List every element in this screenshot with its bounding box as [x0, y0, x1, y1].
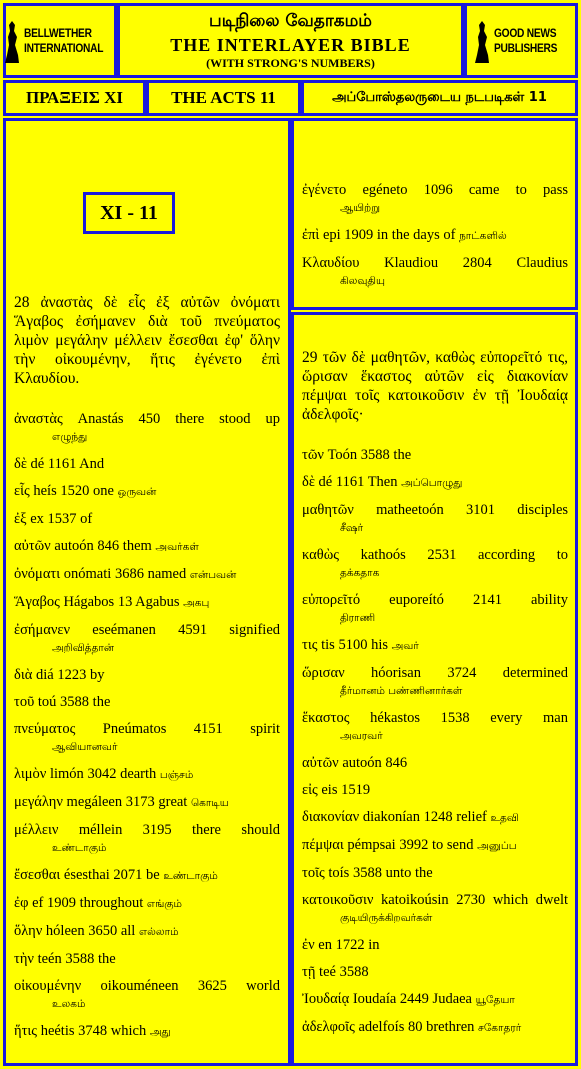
word-entry	[302, 637, 568, 655]
word-translit: teé	[319, 964, 336, 980]
word-strongs: 2141	[472, 592, 502, 608]
word-translit: adelfoís	[358, 1019, 405, 1035]
word-tamil: உண்டாகும்	[52, 842, 107, 854]
word-english: named	[147, 566, 187, 582]
word-tamil: அவர்	[391, 640, 419, 652]
word-entry	[14, 895, 280, 913]
verse-29-greek: 29 τῶν δὲ μαθητῶν, καθὼς εὐπορεῖτό τις, ὥρισαν ἕκαστος αὐτῶν εἰς διακονίαν πέμψαι τοῖς κατοικοῦσιν ἐν τῇ Ἰουδαίᾳ ἀδελφοῖς·	[302, 349, 568, 423]
word-greek: μαθητῶν	[302, 502, 354, 518]
word-english: unto the	[385, 865, 433, 881]
word-greek: δὲ	[14, 456, 27, 472]
word-tamil: உலகம்	[52, 998, 86, 1010]
word-english: to send	[431, 837, 474, 853]
tab-greek-book	[3, 80, 146, 116]
word-entry	[14, 411, 280, 446]
word-greek: δὲ	[302, 474, 315, 490]
word-english: the	[98, 951, 116, 967]
word-strongs: 3686	[114, 566, 144, 582]
word-entry	[302, 592, 568, 627]
word-english: which	[110, 1023, 147, 1039]
word-greek: ἐγένετο	[302, 182, 347, 198]
word-strongs: 4151	[193, 721, 223, 737]
word-greek: ἐφ	[14, 895, 29, 911]
word-translit: diá	[35, 667, 54, 683]
bellwether-logo-box	[3, 3, 117, 78]
word-greek: Ἅγαβος	[14, 594, 60, 610]
word-strongs: 846	[97, 538, 120, 554]
word-tamil: தக்கதாக	[340, 567, 380, 579]
word-strongs: 2730	[456, 892, 486, 908]
word-translit: ef	[32, 895, 44, 911]
word-entry	[302, 964, 568, 981]
word-strongs: 2531	[427, 547, 457, 563]
word-strongs: 3195	[142, 822, 172, 838]
word-english: brethren	[426, 1019, 475, 1035]
word-strongs: 80	[407, 1019, 423, 1035]
word-translit: autoón	[342, 755, 382, 771]
word-translit: egéneto	[362, 182, 408, 198]
word-strongs: 2071	[113, 867, 143, 883]
word-entry	[14, 721, 280, 756]
word-translit: Toón	[327, 447, 358, 463]
word-english: Claudius	[516, 255, 568, 271]
word-strongs: 3588	[60, 694, 90, 710]
word-tamil: கிலவுதியு	[340, 275, 385, 287]
word-entry	[14, 594, 280, 612]
word-english: great	[158, 794, 188, 810]
word-entry	[302, 782, 568, 799]
word-greek: τῇ	[302, 964, 316, 980]
word-greek: πνεύματος	[14, 721, 76, 737]
word-translit: pémpsai	[347, 837, 396, 853]
word-tamil: தீர்மானம் பண்ணினார்கள்	[340, 685, 463, 697]
word-english: be	[146, 867, 160, 883]
word-strongs: 3173	[125, 794, 155, 810]
word-tamil: அப்பொழுது	[401, 477, 463, 489]
bellwether-logo-icon	[3, 19, 21, 63]
word-tamil: ஒருவன்	[117, 486, 157, 498]
tab-greek-label: ΠΡΑΞΕΙΣ XI	[25, 88, 124, 107]
word-english: which dwelt	[492, 892, 569, 908]
word-tamil: சீஷர்	[340, 522, 364, 534]
word-entry	[14, 766, 280, 784]
word-entry	[302, 547, 568, 582]
word-english: world	[246, 978, 280, 994]
word-greek: ἀδελφοῖς	[302, 1019, 355, 1035]
word-strongs: 3588	[360, 447, 390, 463]
logo-line: INTERNATIONAL	[23, 40, 104, 55]
word-translit: diakonían	[362, 809, 420, 825]
word-tamil: அறிவித்தான்	[52, 642, 114, 654]
word-english: by	[89, 667, 105, 683]
word-tamil: அவர்கள்	[155, 541, 199, 553]
word-greek: αὐτῶν	[302, 755, 339, 771]
word-entry	[14, 794, 280, 812]
word-english: Judaea	[432, 991, 472, 1007]
word-translit: megáleen	[66, 794, 123, 810]
word-english: the	[92, 694, 111, 710]
word-translit: Ioudaía	[352, 991, 397, 1007]
word-strongs: 5100	[338, 637, 368, 653]
word-strongs: 3724	[447, 665, 477, 681]
word-english: determined	[502, 665, 568, 681]
word-english: disciples	[517, 502, 569, 518]
word-translit: eseémanen	[92, 622, 156, 638]
word-tamil: எங்கும்	[146, 898, 182, 910]
word-strongs: 3042	[87, 766, 117, 782]
word-tamil: எழுந்து	[52, 431, 88, 443]
word-greek: ἥτις	[14, 1023, 38, 1039]
word-translit: limón	[49, 766, 84, 782]
word-translit: oikouméneen	[100, 978, 179, 994]
word-translit: toís	[328, 865, 350, 881]
goodnews-logo-icon	[473, 19, 491, 63]
word-entry	[302, 892, 568, 927]
word-entry	[302, 755, 568, 772]
word-greek: τις	[302, 637, 318, 653]
word-english: Agabus	[135, 594, 180, 610]
word-english: signified	[229, 622, 281, 638]
title-tamil: படிநிலை வேதாகமம்	[209, 11, 372, 31]
word-translit: teén	[37, 951, 62, 967]
word-translit: Hágabos	[63, 594, 115, 610]
word-english: there stood up	[175, 411, 280, 427]
word-translit: dé	[30, 456, 45, 472]
word-greek: τῶν	[302, 447, 324, 463]
word-tamil: என்பவன்	[189, 569, 237, 581]
word-translit: autoón	[54, 538, 94, 554]
word-strongs: 1096	[423, 182, 453, 198]
word-english: one	[92, 483, 114, 499]
word-translit: ésesthai	[63, 867, 110, 883]
word-greek: ὥρισαν	[302, 665, 345, 681]
word-entry	[14, 622, 280, 657]
word-translit: Klaudiou	[384, 255, 439, 271]
word-strongs: 2804	[462, 255, 492, 271]
word-entry	[14, 951, 280, 968]
word-strongs: 1909	[344, 227, 374, 243]
word-english: all	[120, 923, 136, 939]
word-greek: ἐξ	[14, 511, 27, 527]
bellwether-logo-text	[24, 26, 103, 56]
word-strongs: 3748	[78, 1023, 108, 1039]
word-strongs: 3625	[197, 978, 227, 994]
word-entry	[302, 182, 568, 217]
word-english: And	[79, 456, 105, 472]
word-translit: hékastos	[370, 710, 421, 726]
word-strongs: 1248	[423, 809, 453, 825]
word-greek: ἐπὶ	[302, 227, 320, 243]
word-translit: hóorisan	[371, 665, 421, 681]
title-box	[117, 3, 464, 78]
word-translit: euporeító	[389, 592, 444, 608]
word-tamil: பஞ்சம்	[159, 769, 194, 781]
word-entry	[302, 227, 568, 245]
word-greek: κατοικοῦσιν	[302, 892, 374, 908]
word-translit: ex	[30, 511, 44, 527]
subtitle: (WITH STRONG'S NUMBERS)	[206, 56, 375, 70]
word-strongs: 1161	[335, 474, 365, 490]
word-greek: λιμὸν	[14, 766, 47, 782]
word-english: throughout	[79, 895, 144, 911]
word-translit: matheetoón	[376, 502, 444, 518]
word-tamil: சகோதரர்	[478, 1022, 522, 1034]
word-translit: epi	[322, 227, 341, 243]
word-english: dearth	[120, 766, 157, 782]
word-strongs: 4591	[178, 622, 208, 638]
word-translit: Pneúmatos	[102, 721, 167, 737]
word-greek: μεγάλην	[14, 794, 63, 810]
word-entry	[14, 566, 280, 584]
word-translit: kathoós	[360, 547, 406, 563]
word-english: there should	[192, 822, 281, 838]
word-english: came to pass	[468, 182, 569, 198]
word-english: of	[80, 511, 93, 527]
word-greek: μέλλειν	[14, 822, 59, 838]
word-greek: αὐτῶν	[14, 538, 51, 554]
word-entry	[302, 710, 568, 745]
goodnews-logo-text	[494, 26, 557, 56]
word-translit: heétis	[40, 1023, 75, 1039]
word-tamil: குடியிருக்கிறவர்கள்	[340, 912, 433, 924]
word-strongs: 1519	[341, 782, 371, 798]
verse-28-greek: 28 ἀναστὰς δὲ εἷς ἐξ αὐτῶν ὀνόματι Ἅγαβος ἐσήμανεν διὰ τοῦ πνεύματος λιμὸν μεγάλην μέλλειν ἔσεσθαι ἐφ' ὅλην τὴν οἰκουμένην, ἥτις ἐγένετο ἐπὶ Κλαυδίου.	[14, 294, 280, 387]
word-strongs: 1520	[60, 483, 90, 499]
right-top-word-list	[302, 182, 568, 300]
word-greek: εἰς	[302, 782, 318, 798]
word-strongs: 3588	[339, 964, 369, 980]
word-english: ability	[530, 592, 569, 608]
logo-line: BELLWETHER	[23, 25, 92, 40]
word-entry	[302, 502, 568, 537]
word-entry	[14, 923, 280, 941]
word-strongs: 450	[138, 411, 161, 427]
word-english: in the days of	[376, 227, 456, 243]
word-entry	[14, 483, 280, 501]
word-strongs: 1537	[47, 511, 77, 527]
word-entry	[302, 255, 568, 290]
word-translit: toú	[37, 694, 57, 710]
word-entry	[14, 694, 280, 711]
word-strongs: 3101	[466, 502, 496, 518]
word-entry	[14, 822, 280, 857]
word-greek: τὴν	[14, 951, 34, 967]
word-greek: οἰκουμένην	[14, 978, 82, 994]
word-translit: dé	[318, 474, 333, 490]
word-strongs: 846	[385, 755, 408, 771]
logo-line: GOOD NEWS	[494, 25, 557, 40]
title-english: THE INTERLAYER BIBLE	[170, 35, 411, 55]
word-tamil: உண்டாகும்	[163, 870, 218, 882]
word-entry	[14, 667, 280, 684]
word-tamil: எல்லாம்	[138, 926, 179, 938]
word-entry	[14, 456, 280, 473]
word-translit: eis	[321, 782, 338, 798]
word-strongs: 3992	[399, 837, 429, 853]
word-strongs: 13	[117, 594, 133, 610]
word-greek: ἐν	[302, 937, 315, 953]
word-tamil: அவரவர்	[340, 730, 383, 742]
word-tamil: நாட்களில்	[459, 230, 507, 242]
word-entry	[14, 1023, 280, 1041]
word-strongs: 1223	[57, 667, 87, 683]
chapter-label-text: XI - 11	[100, 201, 158, 224]
word-english: his	[371, 637, 388, 653]
logo-line: PUBLISHERS	[494, 40, 558, 55]
word-english: every man	[490, 710, 568, 726]
word-entry	[302, 837, 568, 855]
word-greek: Ἰουδαίᾳ	[302, 991, 350, 1007]
word-strongs: 1722	[335, 937, 365, 953]
word-greek: εἷς	[14, 483, 30, 499]
word-greek: καθὼς	[302, 547, 340, 563]
word-greek: ἔσεσθαι	[14, 867, 61, 883]
word-greek: τοῦ	[14, 694, 35, 710]
word-greek: ἀναστὰς	[14, 411, 63, 427]
word-english: relief	[456, 809, 487, 825]
tab-english-book	[146, 80, 301, 116]
word-strongs: 3650	[88, 923, 118, 939]
word-tamil: திராணி	[340, 612, 376, 624]
word-entry	[302, 1019, 568, 1037]
word-translit: onómati	[63, 566, 112, 582]
word-translit: en	[318, 937, 332, 953]
word-tamil: அகபு	[183, 597, 210, 609]
word-greek: διὰ	[14, 667, 33, 683]
word-strongs: 1909	[46, 895, 76, 911]
word-entry	[302, 991, 568, 1009]
word-greek: Κλαυδίου	[302, 255, 360, 271]
word-translit: Anastás	[77, 411, 124, 427]
word-entry	[14, 511, 280, 528]
word-english: them	[122, 538, 152, 554]
goodnews-logo-box	[464, 3, 578, 78]
word-entry	[302, 665, 568, 700]
word-english: according to	[477, 547, 569, 563]
word-greek: διακονίαν	[302, 809, 360, 825]
word-translit: méllein	[78, 822, 123, 838]
word-english: Then	[367, 474, 398, 490]
word-english: in	[368, 937, 380, 953]
word-strongs: 1161	[47, 456, 77, 472]
word-tamil: கொடிய	[190, 797, 229, 809]
left-word-list	[14, 411, 280, 1051]
word-greek: ἕκαστος	[302, 710, 350, 726]
word-translit: heís	[33, 483, 57, 499]
word-translit: tis	[321, 637, 335, 653]
word-entry	[302, 447, 568, 464]
word-greek: ἐσήμανεν	[14, 622, 71, 638]
tab-tamil-label: அப்போஸ்தலருடைய நடபடிகள் 11	[332, 90, 547, 105]
word-entry	[14, 978, 280, 1013]
word-greek: ὀνόματι	[14, 566, 61, 582]
word-entry	[302, 809, 568, 827]
word-greek: ὅλην	[14, 923, 43, 939]
word-strongs: 1538	[440, 710, 470, 726]
chapter-label	[83, 192, 175, 234]
word-tamil: உதவி	[490, 812, 519, 824]
word-strongs: 3588	[65, 951, 95, 967]
word-greek: πέμψαι	[302, 837, 344, 853]
word-translit: katoikoúsin	[381, 892, 449, 908]
word-entry	[302, 865, 568, 882]
word-english: the	[393, 447, 412, 463]
word-tamil: அனுப்ப	[477, 840, 517, 852]
word-english: spirit	[250, 721, 281, 737]
word-translit: hóleen	[45, 923, 85, 939]
tab-english-label: THE ACTS 11	[171, 88, 276, 107]
word-entry	[14, 538, 280, 556]
word-entry	[302, 937, 568, 954]
word-tamil: யூதேயா	[475, 994, 515, 1006]
word-entry	[14, 867, 280, 885]
word-strongs: 3588	[352, 865, 382, 881]
tab-tamil-book	[301, 80, 578, 116]
word-tamil: ஆயிற்று	[340, 202, 380, 214]
word-greek: τοῖς	[302, 865, 325, 881]
word-greek: εὐπορεῖτό	[302, 592, 361, 608]
word-tamil: அது	[149, 1026, 171, 1038]
word-entry	[302, 474, 568, 492]
word-tamil: ஆவியானவர்	[52, 741, 118, 753]
word-strongs: 2449	[399, 991, 429, 1007]
right-word-list	[302, 447, 568, 1047]
